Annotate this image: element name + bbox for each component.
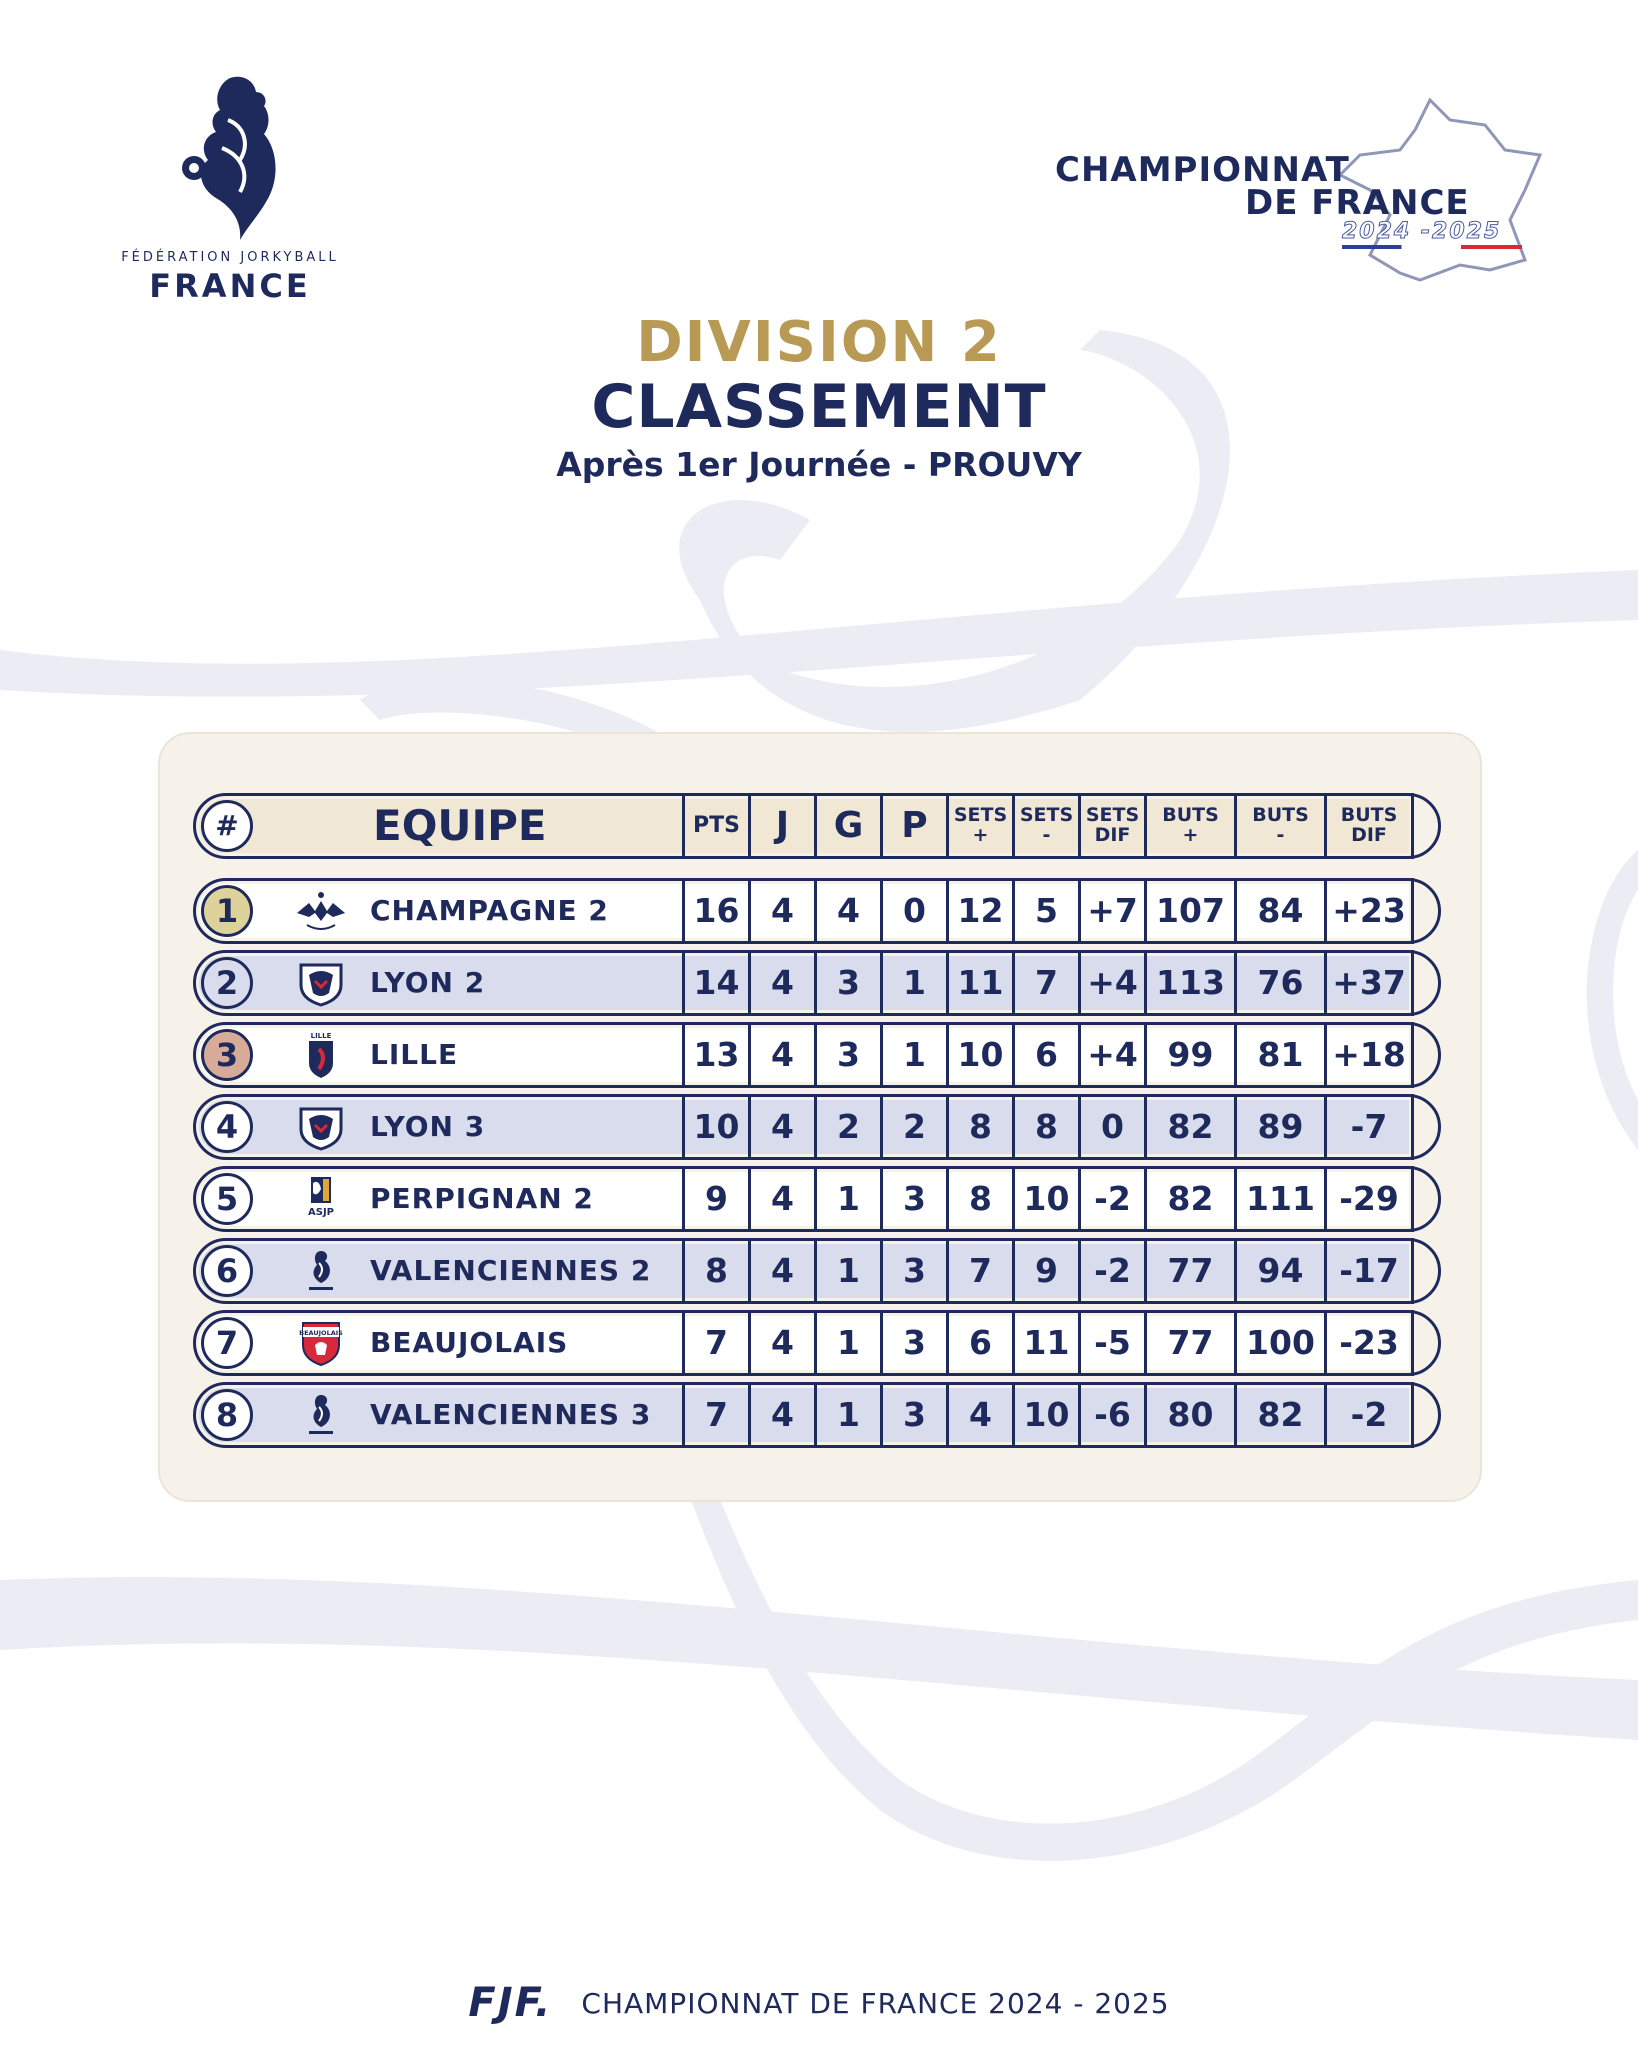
cell-sets-plus: 8 (946, 1166, 1012, 1232)
cell-sets-dif: -5 (1078, 1310, 1144, 1376)
rooster-icon (170, 70, 290, 240)
cell-buts-dif: +37 (1324, 950, 1414, 1016)
cell-sets-minus: 11 (1012, 1310, 1078, 1376)
cell-p: 2 (880, 1094, 946, 1160)
cell-buts-dif: -2 (1324, 1382, 1414, 1448)
cell-pts: 9 (682, 1166, 748, 1232)
header-buts-dif: BUTS DIF (1324, 793, 1414, 859)
cell-pts: 10 (682, 1094, 748, 1160)
cell-sets-plus: 8 (946, 1094, 1012, 1160)
cell-buts-minus: 94 (1234, 1238, 1324, 1304)
team-name: LYON 3 (370, 1110, 486, 1143)
cell-g: 3 (814, 950, 880, 1016)
cell-sets-minus: 8 (1012, 1094, 1078, 1160)
cell-buts-dif: +18 (1324, 1022, 1414, 1088)
cell-p: 3 (880, 1382, 946, 1448)
cell-sets-plus: 12 (946, 878, 1012, 944)
cell-j: 4 (748, 1166, 814, 1232)
header-sets-dif: SETS DIF (1078, 793, 1144, 859)
cell-buts-minus: 76 (1234, 950, 1324, 1016)
team-name: CHAMPAGNE 2 (370, 894, 609, 927)
table-header (193, 793, 1441, 859)
cell-pts: 16 (682, 878, 748, 944)
championship-years: 2024 -2025 (1342, 219, 1502, 244)
header-sets-minus: SETS - (1012, 793, 1078, 859)
header-j: J (748, 793, 814, 859)
header-buts-plus: BUTS + (1144, 793, 1234, 859)
cell-buts-plus: 80 (1144, 1382, 1234, 1448)
cell-p: 3 (880, 1238, 946, 1304)
cell-g: 1 (814, 1382, 880, 1448)
cell-sets-plus: 7 (946, 1238, 1012, 1304)
champagne-logo-icon (293, 887, 349, 935)
division-title: DIVISION 2 (636, 310, 1002, 375)
lyon-logo-icon (293, 959, 349, 1007)
team-name: VALENCIENNES 2 (370, 1254, 652, 1287)
cell-sets-dif: +4 (1078, 950, 1144, 1016)
cell-buts-dif: -23 (1324, 1310, 1414, 1376)
cell-p: 3 (880, 1166, 946, 1232)
cell-sets-minus: 5 (1012, 878, 1078, 944)
cell-g: 3 (814, 1022, 880, 1088)
cell-buts-dif: -17 (1324, 1238, 1414, 1304)
cell-sets-plus: 11 (946, 950, 1012, 1016)
cell-g: 1 (814, 1310, 880, 1376)
team-name: PERPIGNAN 2 (370, 1182, 594, 1215)
tricolor-stripe (1342, 245, 1522, 249)
cell-pts: 13 (682, 1022, 748, 1088)
table-row (193, 1238, 1441, 1304)
cell-pts: 8 (682, 1238, 748, 1304)
header-pts: PTS (682, 793, 748, 859)
team-name: LILLE (370, 1038, 459, 1071)
championship-logo (1050, 95, 1540, 295)
page-subtitle: Après 1er Journée - PROUVY (556, 445, 1082, 484)
rank-badge: 1 (201, 885, 253, 937)
cell-buts-plus: 82 (1144, 1094, 1234, 1160)
table-row (193, 1022, 1441, 1088)
rank-badge: 7 (201, 1317, 253, 1369)
cell-pts: 7 (682, 1310, 748, 1376)
header-g: G (814, 793, 880, 859)
cell-buts-dif: -7 (1324, 1094, 1414, 1160)
table-row (193, 1310, 1441, 1376)
cell-j: 4 (748, 1022, 814, 1088)
federation-name: FRANCE (149, 267, 311, 305)
cell-sets-dif: -2 (1078, 1166, 1144, 1232)
cell-buts-plus: 82 (1144, 1166, 1234, 1232)
cell-j: 4 (748, 950, 814, 1016)
team-name: VALENCIENNES 3 (370, 1398, 652, 1431)
cell-pts: 14 (682, 950, 748, 1016)
rank-badge: 6 (201, 1245, 253, 1297)
cell-sets-minus: 6 (1012, 1022, 1078, 1088)
cell-pts: 7 (682, 1382, 748, 1448)
rank-badge: 3 (201, 1029, 253, 1081)
valenciennes-logo-icon (293, 1247, 349, 1295)
svg-text:BEAUJOLAIS: BEAUJOLAIS (299, 1329, 343, 1337)
cell-buts-minus: 89 (1234, 1094, 1324, 1160)
svg-text:ASJP: ASJP (308, 1207, 334, 1218)
cell-buts-dif: -29 (1324, 1166, 1414, 1232)
cell-p: 1 (880, 1022, 946, 1088)
cell-g: 1 (814, 1238, 880, 1304)
cell-sets-dif: +4 (1078, 1022, 1144, 1088)
beaujolais-logo-icon (293, 1319, 349, 1367)
lille-logo-icon (293, 1031, 349, 1079)
championship-line1: CHAMPIONNAT (1055, 150, 1350, 190)
cell-g: 2 (814, 1094, 880, 1160)
cell-j: 4 (748, 878, 814, 944)
cell-buts-minus: 82 (1234, 1382, 1324, 1448)
cell-sets-dif: 0 (1078, 1094, 1144, 1160)
cell-sets-dif: +7 (1078, 878, 1144, 944)
cell-j: 4 (748, 1310, 814, 1376)
cell-j: 4 (748, 1238, 814, 1304)
cell-buts-minus: 100 (1234, 1310, 1324, 1376)
table-row (193, 1382, 1441, 1448)
rank-badge: 4 (201, 1101, 253, 1153)
cell-sets-dif: -6 (1078, 1382, 1144, 1448)
table-row (193, 1094, 1441, 1160)
federation-logo (100, 70, 360, 320)
cell-sets-plus: 10 (946, 1022, 1012, 1088)
header-sets-plus: SETS + (946, 793, 1012, 859)
header-team: EQUIPE (373, 801, 547, 850)
cell-p: 0 (880, 878, 946, 944)
valenciennes-logo-icon (293, 1391, 349, 1439)
cell-sets-minus: 9 (1012, 1238, 1078, 1304)
cell-j: 4 (748, 1382, 814, 1448)
team-name: BEAUJOLAIS (370, 1326, 569, 1359)
cell-sets-minus: 10 (1012, 1166, 1078, 1232)
cell-buts-plus: 113 (1144, 950, 1234, 1016)
table-row (193, 950, 1441, 1016)
cell-sets-plus: 4 (946, 1382, 1012, 1448)
header-rank: # (201, 800, 253, 852)
cell-buts-plus: 99 (1144, 1022, 1234, 1088)
footer (0, 1980, 1638, 2026)
table-row (193, 1166, 1441, 1232)
team-name: LYON 2 (370, 966, 486, 999)
championship-line2: DE FRANCE (1245, 183, 1470, 223)
table-row (193, 878, 1441, 944)
cell-buts-plus: 77 (1144, 1238, 1234, 1304)
cell-g: 4 (814, 878, 880, 944)
cell-sets-plus: 6 (946, 1310, 1012, 1376)
cell-g: 1 (814, 1166, 880, 1232)
cell-sets-minus: 10 (1012, 1382, 1078, 1448)
svg-text:LILLE: LILLE (310, 1032, 332, 1040)
cell-buts-plus: 77 (1144, 1310, 1234, 1376)
cell-buts-dif: +23 (1324, 878, 1414, 944)
cell-sets-minus: 7 (1012, 950, 1078, 1016)
page-title: CLASSEMENT (591, 372, 1047, 442)
perpignan-logo-icon (293, 1175, 349, 1223)
footer-text: CHAMPIONNAT DE FRANCE 2024 - 2025 (581, 1986, 1170, 2020)
cell-p: 1 (880, 950, 946, 1016)
cell-buts-plus: 107 (1144, 878, 1234, 944)
header-buts-minus: BUTS - (1234, 793, 1324, 859)
rank-badge: 5 (201, 1173, 253, 1225)
rank-badge: 8 (201, 1389, 253, 1441)
footer-logo: FJF. (468, 1980, 553, 2026)
federation-line: FÉDÉRATION JORKYBALL (121, 250, 339, 265)
cell-buts-minus: 84 (1234, 878, 1324, 944)
cell-j: 4 (748, 1094, 814, 1160)
cell-p: 3 (880, 1310, 946, 1376)
cell-sets-dif: -2 (1078, 1238, 1144, 1304)
rank-badge: 2 (201, 957, 253, 1009)
header-p: P (880, 793, 946, 859)
lyon-logo-icon (293, 1103, 349, 1151)
cell-buts-minus: 81 (1234, 1022, 1324, 1088)
cell-buts-minus: 111 (1234, 1166, 1324, 1232)
